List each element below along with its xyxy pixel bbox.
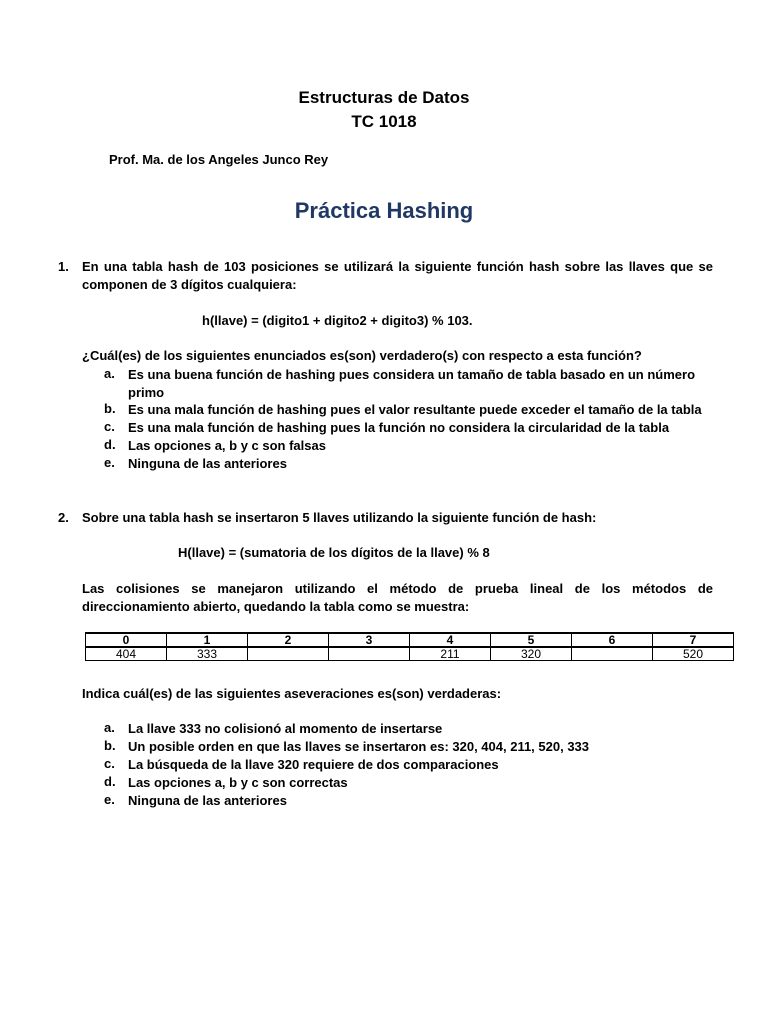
q2-option-a-text: La llave 333 no colisionó al momento de insertarse [128,721,443,736]
q2-option-c-letter: c. [104,756,115,771]
question-2-text: Sobre una tabla hash se insertaron 5 llaves utilizando la siguiente función de hash: [82,510,597,525]
q1-option-a-text: Es una buena función de hashing pues considera un tamaño de tabla basado en un número primo [128,367,696,400]
table-header-cell: 4 [410,633,491,647]
question-2-formula: H(llave) = (sumatoria de los dígitos de la llave) % 8 [178,545,490,560]
q2-option-d-letter: d. [104,774,116,789]
table-cell: 404 [86,647,167,661]
table-cell [572,647,653,661]
q2-option-c-text: La búsqueda de la llave 320 requiere de dos comparaciones [128,757,499,772]
q1-option-a-letter: a. [104,366,115,381]
q1-option-c-letter: c. [104,419,115,434]
question-1-text: En una tabla hash de 103 posiciones se utilizará la siguiente función hash sobre las llaves que se componen de 3 dígitos cualquiera: [82,259,713,292]
q1-option-b-text: Es una mala función de hashing pues el valor resultante puede exceder el tamaño de la tabla [128,402,702,417]
q1-option-e-text: Ninguna de las anteriores [128,456,287,471]
table-header-cell: 1 [167,633,248,647]
table-cell: 333 [167,647,248,661]
question-2-number: 2. [58,510,69,525]
hash-table-header-row [86,633,734,647]
question-1-formula: h(llave) = (digito1 + digito2 + digito3) % 103. [202,313,473,328]
q2-option-b-text: Un posible orden en que las llaves se insertaron es: 320, 404, 211, 520, 333 [128,739,590,754]
table-header-cell: 0 [86,633,167,647]
table-header-cell: 2 [248,633,329,647]
q1-option-d-letter: d. [104,437,116,452]
table-cell: 520 [653,647,734,661]
table-header-cell: 3 [329,633,410,647]
q2-option-b-letter: b. [104,738,116,753]
q2-option-e-text: Ninguna de las anteriores [128,793,287,808]
course-name: Estructuras de Datos [298,88,470,107]
table-cell [329,647,410,661]
table-cell [248,647,329,661]
table-cell: 320 [491,647,572,661]
course-code: TC 1018 [351,112,417,131]
question-1-prompt: ¿Cuál(es) de los siguientes enunciados es(son) verdadero(s) con respecto a esta función? [82,348,642,363]
q1-option-e-letter: e. [104,455,115,470]
hash-table [85,632,734,661]
page-title: Práctica Hashing [294,198,474,223]
q1-option-d-text: Las opciones a, b y c son falsas [128,438,326,453]
q1-option-b-letter: b. [104,401,116,416]
q2-option-e-letter: e. [104,792,115,807]
q2-option-a-letter: a. [104,720,115,735]
q2-option-d-text: Las opciones a, b y c son correctas [128,775,348,790]
question-1-number: 1. [58,259,69,274]
q1-option-c-text: Es una mala función de hashing pues la función no considera la circularidad de la tabla [128,420,670,435]
table-cell: 211 [410,647,491,661]
hash-table-value-row [86,647,734,661]
professor-name: Prof. Ma. de los Angeles Junco Rey [109,152,329,167]
table-header-cell: 7 [653,633,734,647]
question-2-prompt: Indica cuál(es) de las siguientes aseveraciones es(son) verdaderas: [82,686,502,701]
table-header-cell: 6 [572,633,653,647]
table-header-cell: 5 [491,633,572,647]
question-2-collision-text: Las colisiones se manejaron utilizando el método de prueba lineal de los métodos de direccionamiento abierto, quedando la tabla como se muestra: [82,581,713,614]
